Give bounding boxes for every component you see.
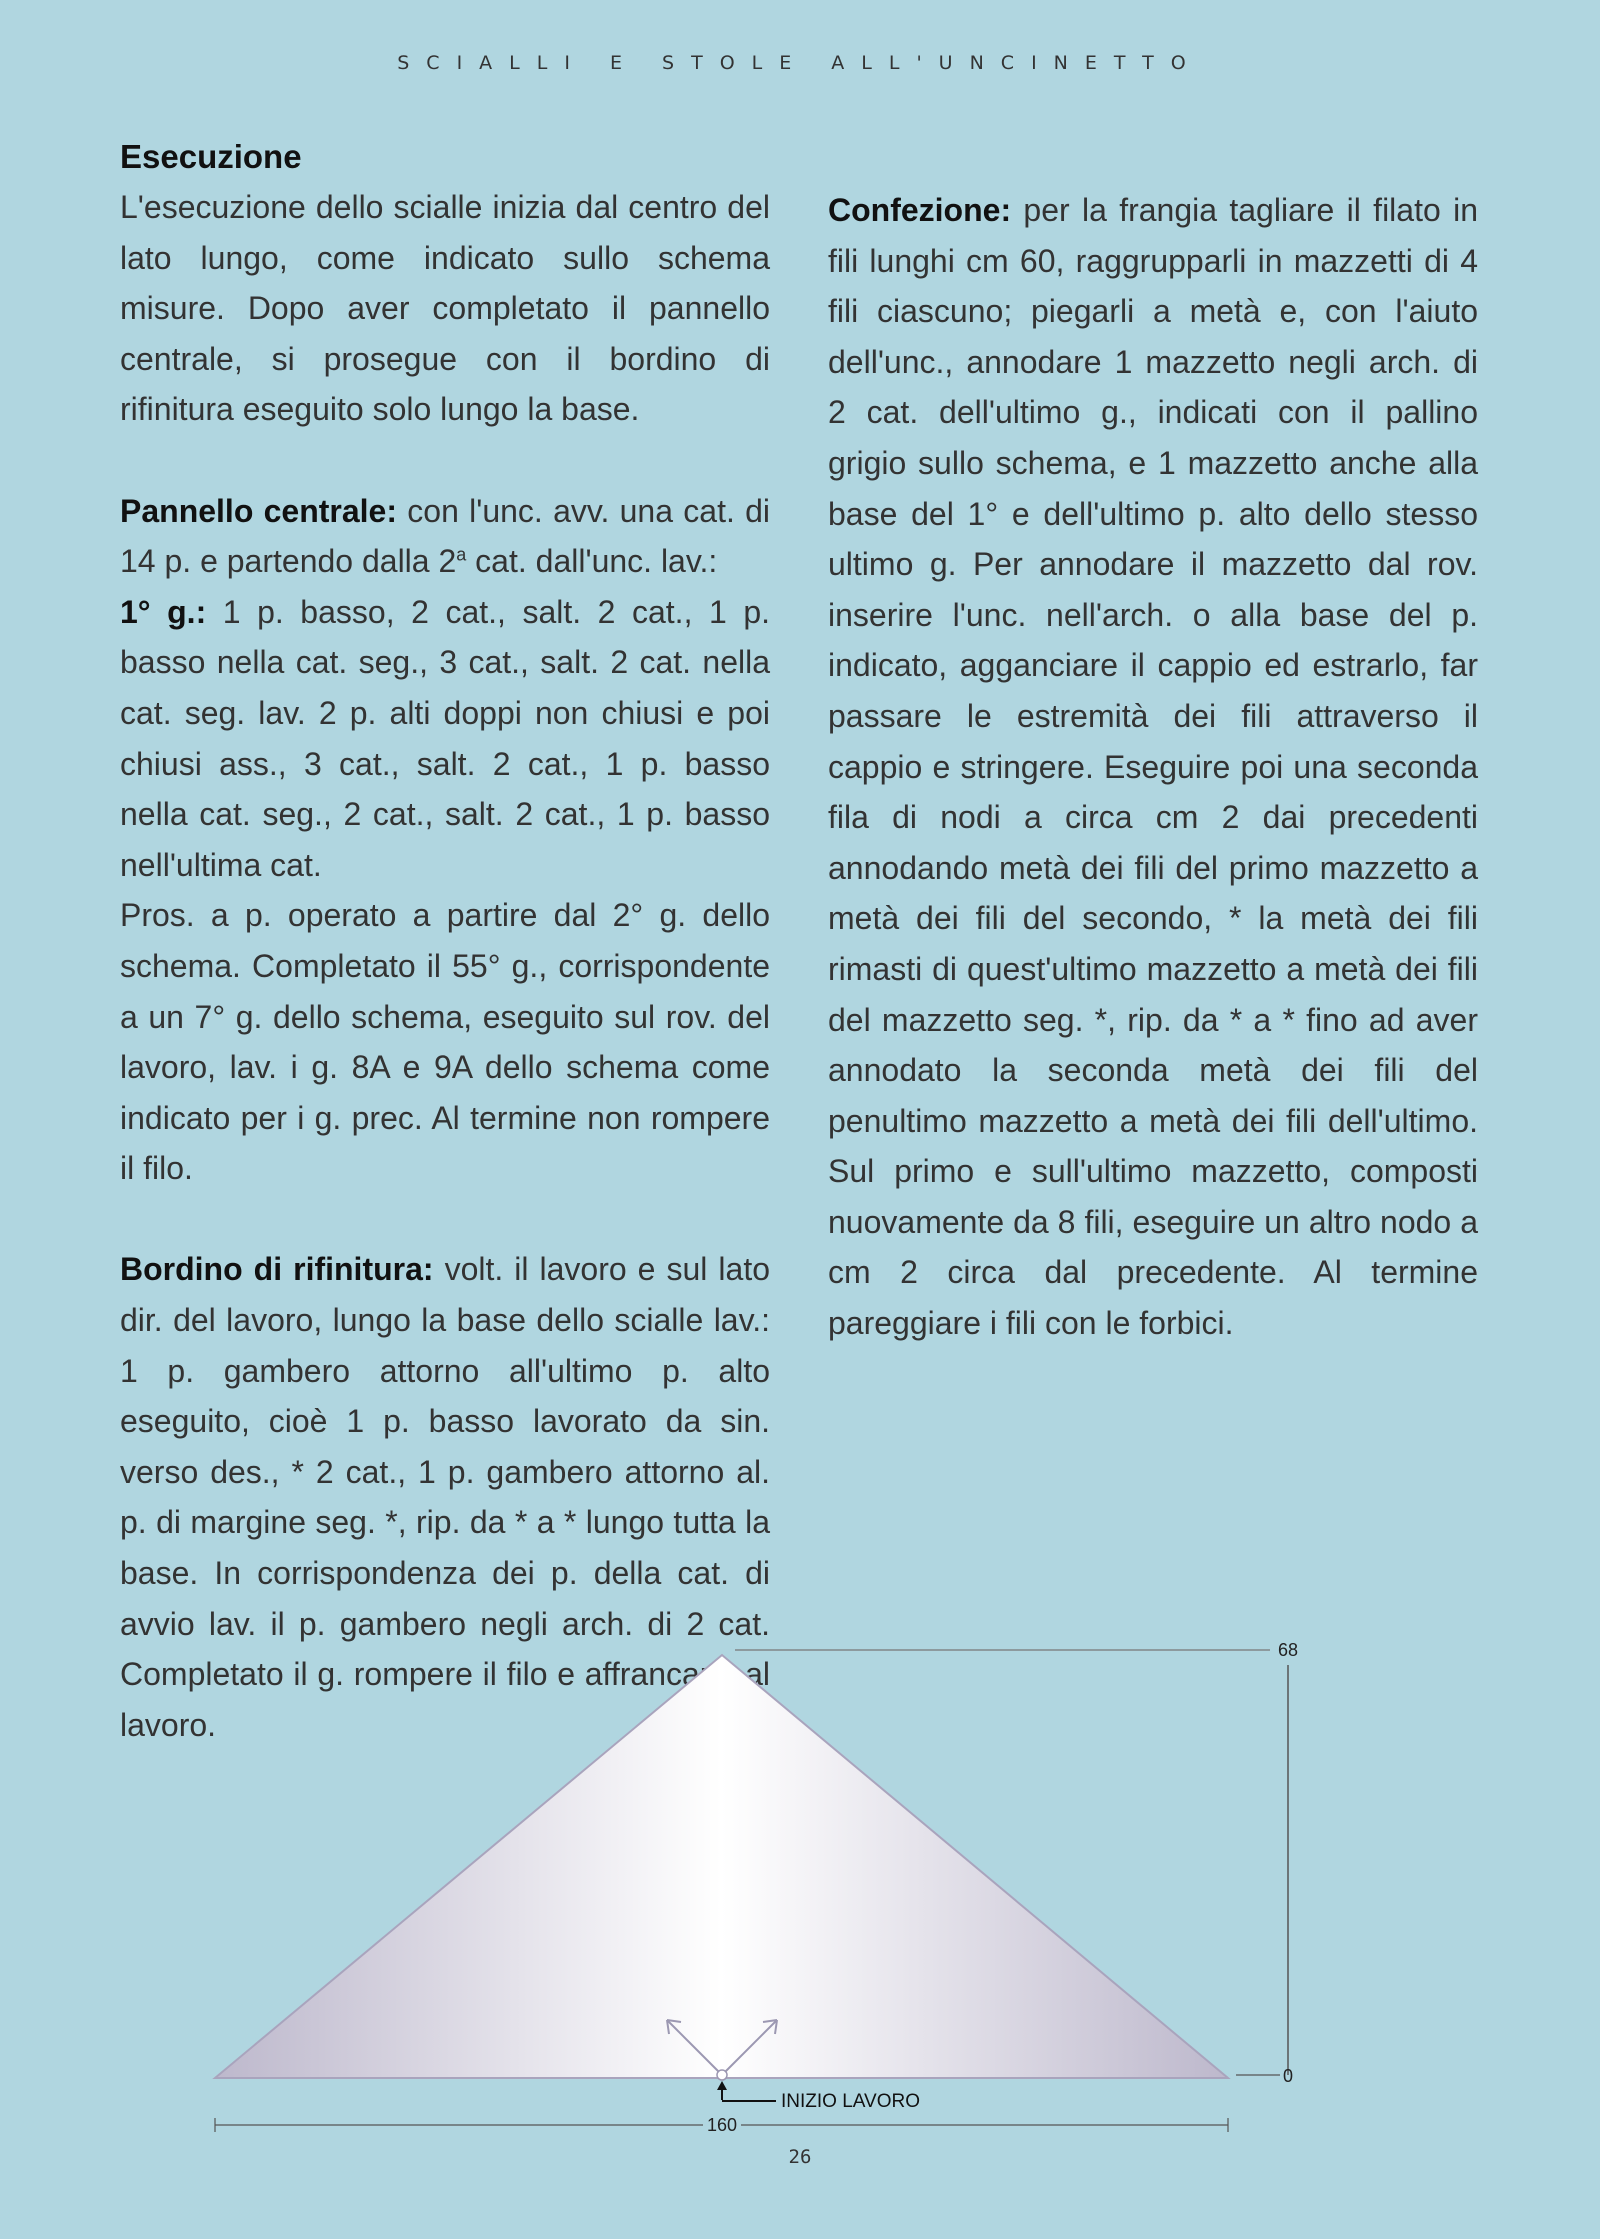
bordino-lead: Bordino di rifinitura: — [120, 1251, 434, 1288]
row1-text: 1 p. basso, 2 cat., salt. 2 cat., 1 p. basso nella cat. seg., 3 cat., salt. 2 cat. nella cat. seg. lav. 2 p. alti doppi non chiusi e poi chiusi ass., 3 cat., salt. 2 cat., 1 p. basso nella cat. seg., 2 cat., salt. 2 cat., 1 p. basso nell'ultima cat. — [120, 593, 770, 883]
bordino-text: volt. il lavoro e sul lato dir. del lavoro, lungo la base dello scialle lav.: 1 p. gambero attorno all'ultimo p. alto eseguito, cioè 1 p. basso lavorato da sin. verso des., * 2 cat., 1 p. gambero attorno al. p. di margine seg. *, rip. da * a * lungo tutta la base. In corrispondenza dei p. della cat. di avvio lav. il p. gambero negli arch. di 2 cat. Completato il g. rompere il filo e affrancarlo al lavoro. — [120, 1251, 770, 1743]
pannello-text-a: con l'unc. avv. una cat. di 14 p. e partendo dalla 2 — [120, 492, 771, 580]
start-arrow-head — [717, 2081, 727, 2090]
right-column — [828, 185, 1478, 1349]
start-point-marker — [717, 2070, 727, 2080]
left-column — [120, 132, 770, 1750]
running-title: SCIALLI E STOLE ALL'UNCINETTO — [397, 52, 1203, 74]
row1-lead: 1° g.: — [120, 593, 207, 630]
continue-paragraph: Pros. a p. operato a partire dal 2° g. dello schema. Completato il 55° g., corrispondente a un 7° g. dello schema, eseguito sul rov. del lavoro, lav. i g. 8A e 9A dello schema come indicato per i g. prec. Al termine non rompere il filo. — [120, 897, 770, 1187]
section-title: Esecuzione — [120, 138, 302, 175]
height-label: 68 — [1278, 1640, 1299, 1660]
zero-label: 0 — [1283, 2066, 1294, 2086]
shawl-triangle — [215, 1655, 1228, 2078]
pannello-paragraph — [120, 486, 770, 891]
pannello-sup: a — [456, 544, 467, 565]
width-label: 160 — [706, 2115, 738, 2135]
start-label: INIZIO LAVORO — [781, 2091, 921, 2112]
confezione-text: per la frangia tagliare il filato in fili lunghi cm 60, raggrupparli in mazzetti di 4 fili ciascuno; piegarli a metà e, con l'aiuto dell'unc., annodare 1 mazzetto negli arch. di 2 cat. dell'ultimo g., indicati con il pallino grigio sullo schema, e 1 mazzetto anche alla base del 1° e dell'ultimo p. alto dello stesso ultimo g. Per annodare il mazzetto dal rov. inserire l'unc. nell'arch. o alla base del p. indicato, agganciare il cappio ed estrarlo, far passare le estremità dei fili attraverso il cappio e stringere. Eseguire poi una seconda fila di nodi a circa cm 2 dai precedenti annodando metà dei fili del primo mazzetto a metà dei fili del secondo, * la metà dei fili rimasti di quest'ultimo mazzetto a metà dei fili del mazzetto seg. *, rip. da * a * fino ad aver annodato la seconda metà dei fili del penultimo mazzetto a metà dei fili dell'ultimo. Sul primo e sull'ultimo mazzetto, composti nuovamente da 8 fili, eseguire un altro nodo a cm 2 circa dal precedente. Al termine pareggiare i fili con le forbici. — [828, 192, 1478, 1342]
shawl-measurement-diagram — [0, 1620, 1600, 2160]
confezione-lead: Confezione: — [828, 192, 1012, 228]
confezione-paragraph — [828, 185, 1478, 1349]
intro-paragraph: L'esecuzione dello scialle inizia dal centro del lato lungo, come indicato sullo schema misure. Dopo aver completato il pannello centrale, si prosegue con il bordino di rifinitura eseguito solo lungo la base. — [120, 189, 770, 428]
page-number: 26 — [788, 2146, 812, 2168]
pannello-lead: Pannello centrale: — [120, 492, 398, 529]
pannello-text-b: cat. dall'unc. lav.: — [466, 543, 718, 580]
